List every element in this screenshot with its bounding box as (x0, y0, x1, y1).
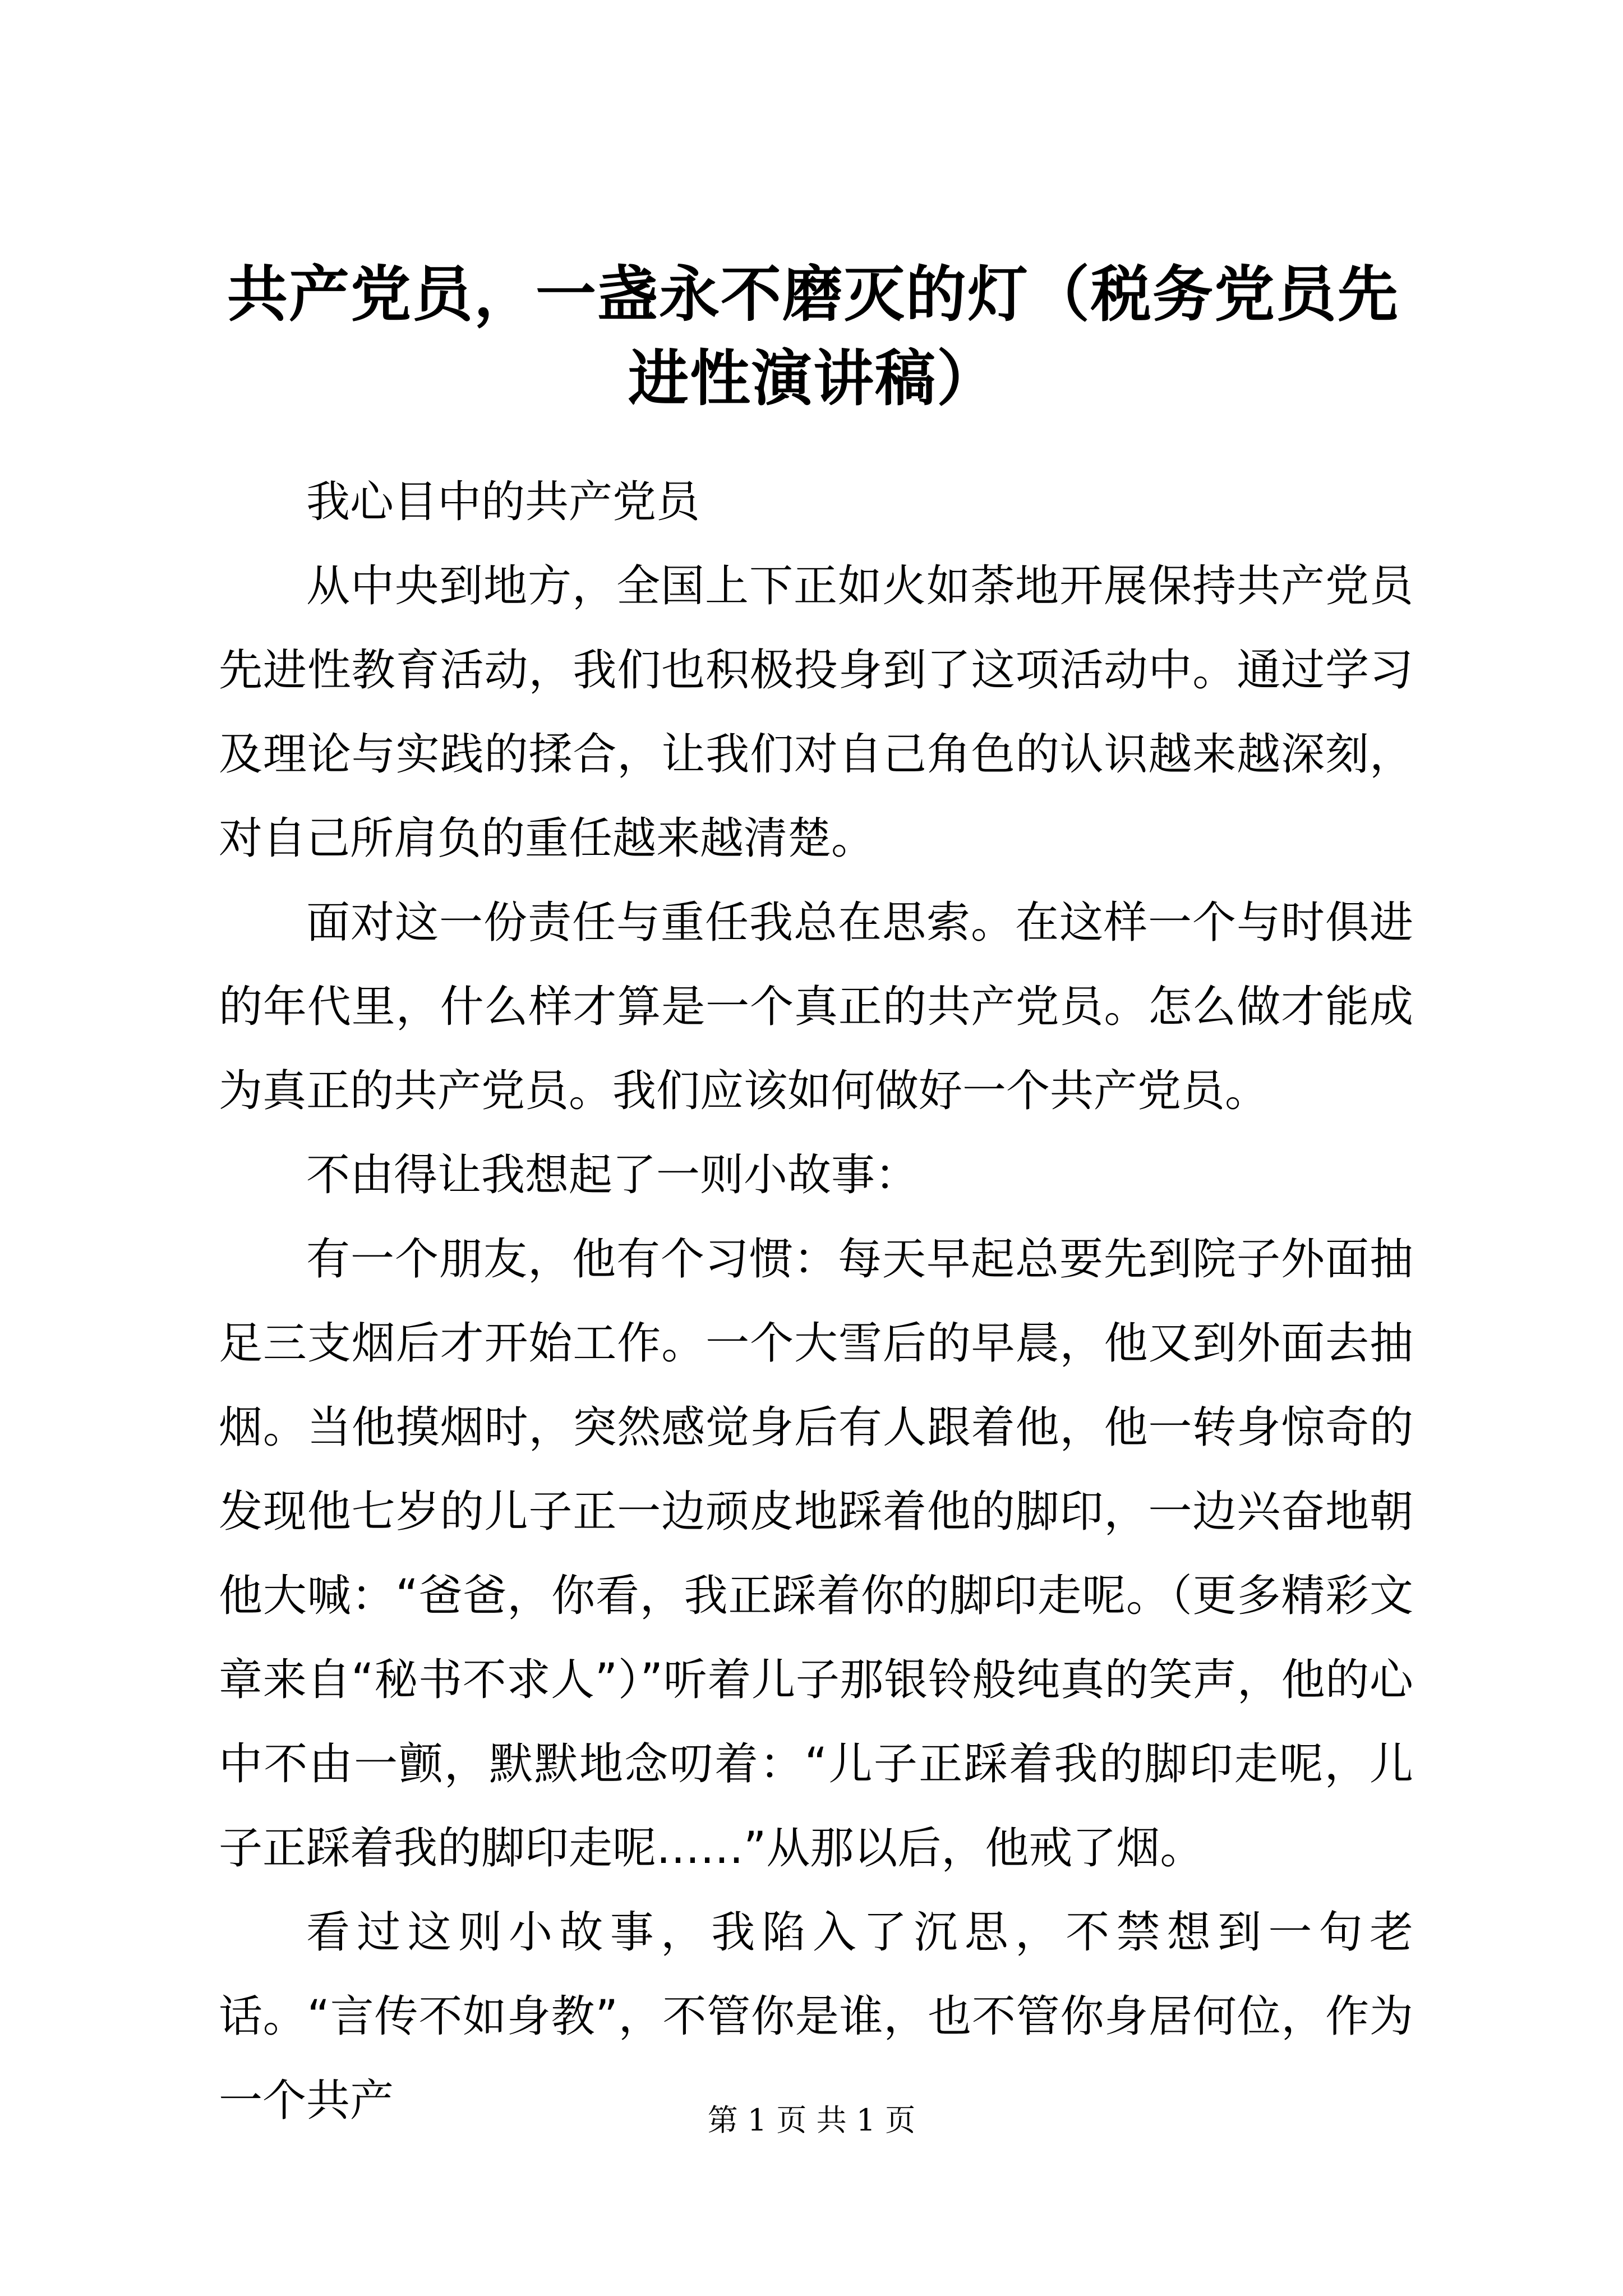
paragraph: 我心目中的共产党员 (306, 477, 700, 527)
paragraph: 不由得让我想起了一则小故事： (306, 1150, 919, 1200)
document-body (219, 460, 1413, 2143)
paragraph: 看过这则小故事，我陷入了沉思，不禁想到一句老话。“言传不如身教”，不管你是谁，也不管你身居何位，作为一个共产 (219, 1907, 1413, 2126)
document-title: 共产党员，一盏永不磨灭的灯（税务党员先进性演讲稿） (227, 259, 1399, 414)
paragraph: 面对这一份责任与重任我总在思索。在这样一个与时俱进的年代里，什么样才算是一个真正的共产党员。怎么做才能成为真正的共产党员。我们应该如何做好一个共产党员。 (219, 898, 1413, 1116)
paragraph: 有一个朋友，他有个习惯：每天早起总要先到院子外面抽足三支烟后才开始工作。一个大雪后的早晨，他又到外面去抽烟。当他摸烟时，突然感觉身后有人跟着他，他一转身惊奇的发现他七岁的儿子正一边顽皮地踩着他的脚印，一边兴奋地朝他大喊：“爸爸，你看，我正踩着你的脚印走呢。（更多精彩文章来自“秘书不求人”）”听着儿子那银铃般纯真的笑声，他的心中不由一颤，默默地念叨着：“儿子正踩着我的脚印走呢，儿子正踩着我的脚印走呢……”从那以后，他戒了烟。 (219, 1234, 1413, 1874)
page-footer: 第 1 页 共 1 页 (707, 2102, 916, 2138)
paragraph: 从中央到地方，全国上下正如火如荼地开展保持共产党员先进性教育活动，我们也积极投身到了这项活动中。通过学习及理论与实践的揉合，让我们对自己角色的认识越来越深刻，对自己所肩负的重任越来越清楚。 (219, 561, 1413, 864)
